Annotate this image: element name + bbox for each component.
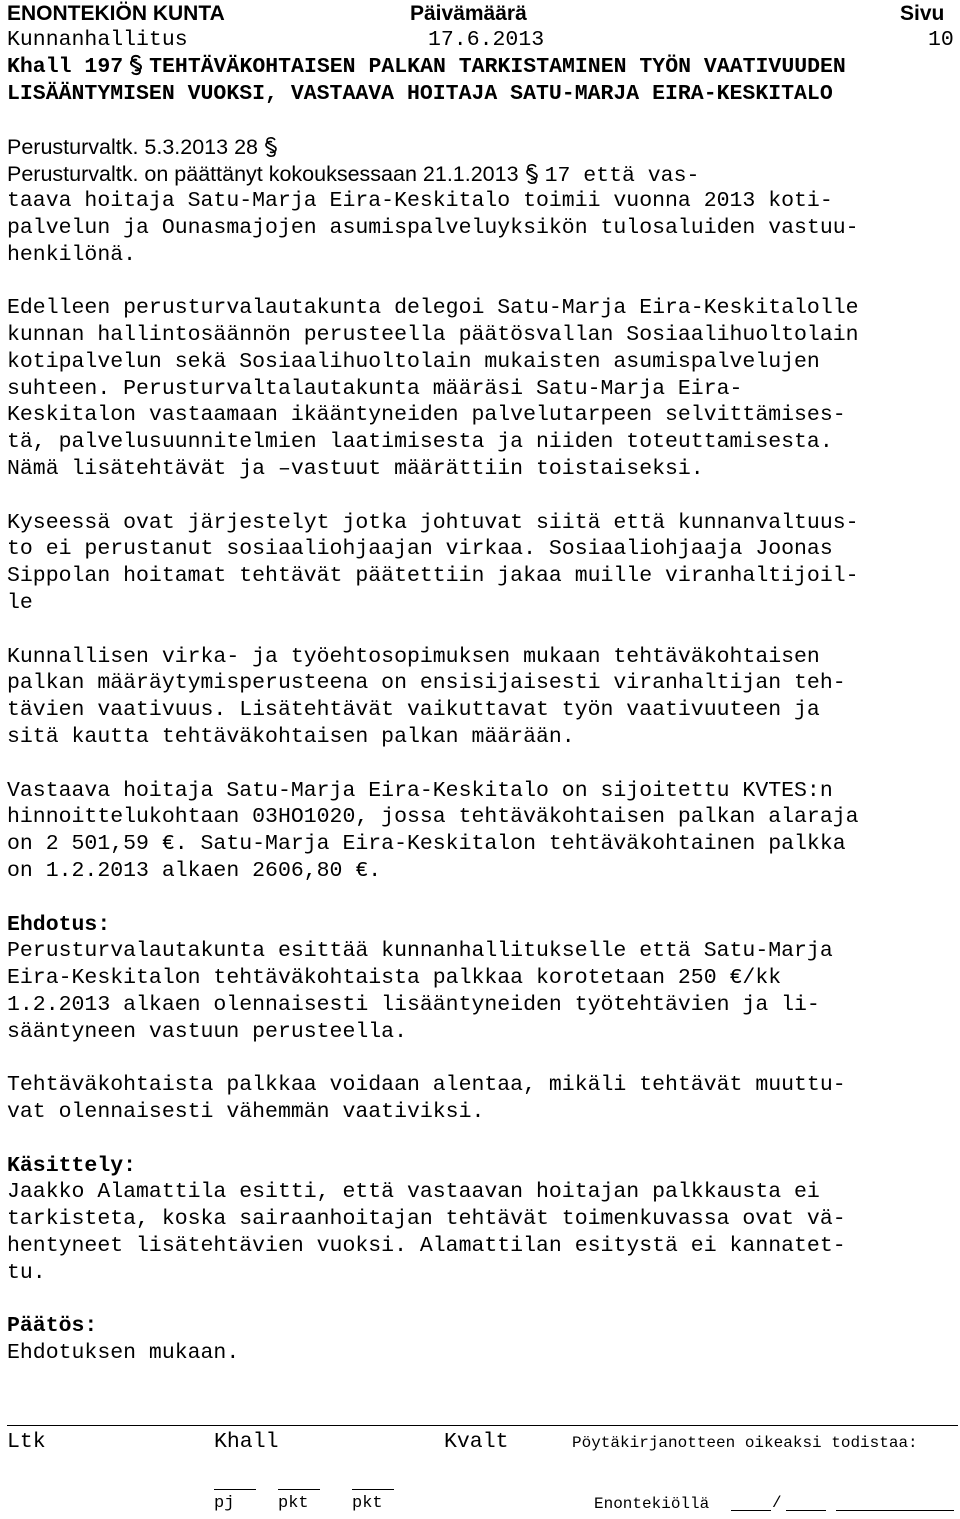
decision-section bbox=[7, 1313, 953, 1367]
reference-block bbox=[7, 134, 953, 268]
footer-pkt-1: pkt bbox=[278, 1494, 309, 1513]
handling-line: Jaakko Alamattila esitti, että vastaavan hoitajan palkkausta ei bbox=[7, 1180, 820, 1205]
paragraph-line: Sippolan hoitamat tehtävät päätettiin jakaa muille viranhaltijoil- bbox=[7, 564, 859, 589]
paragraph-delegation bbox=[7, 295, 953, 483]
signature-blank-pkt1 bbox=[278, 1477, 320, 1490]
paragraph-line: Vastaava hoitaja Satu-Marja Eira-Keskitalo on sijoitettu KVTES:n bbox=[7, 778, 833, 803]
paragraph-line: to ei perustanut sosiaaliohjaajan virkaa. Sosiaaliohjaaja Joonas bbox=[7, 537, 833, 562]
item-title-line-2: LISÄÄNTYMISEN VUOKSI, VASTAAVA HOITAJA SATU-MARJA EIRA-KESKITALO bbox=[7, 81, 833, 106]
footer-ltk: Ltk bbox=[7, 1430, 46, 1454]
header-row-1 bbox=[7, 0, 953, 27]
handling-heading: Käsittely: bbox=[7, 1153, 137, 1178]
section-sign-icon bbox=[127, 54, 145, 76]
reference-line-1: Perusturvaltk. 5.3.2013 28 bbox=[7, 134, 953, 161]
paragraph-line: suhteen. Perusturvaltalautakunta määräsi Satu-Marja Eira- bbox=[7, 376, 743, 401]
proposal-line: sääntyneen vastuun perusteella. bbox=[7, 1019, 407, 1044]
paragraph-collective-agreement bbox=[7, 644, 953, 751]
section-sign-icon bbox=[523, 163, 541, 185]
handling-line: tu. bbox=[7, 1260, 46, 1285]
date-blank-day bbox=[731, 1496, 771, 1511]
board-name: Kunnanhallitus bbox=[7, 28, 188, 52]
handling-line: hentyneet lisätehtävien vuoksi. Alamattilan esitystä ei kannatet- bbox=[7, 1234, 846, 1259]
reference-line-2: Perusturvaltk. on päättänyt kokouksessaan 21.1.2013 17 että vas- bbox=[7, 162, 700, 189]
proposal-line: Eira-Keskitalon tehtäväkohtaista palkkaa korotetaan 250 €/kk bbox=[7, 966, 782, 991]
footer-date-slash: / bbox=[772, 1494, 782, 1512]
paragraph-line: Keskitalon vastaamaan ikääntyneiden palvelutarpeen selvittämises- bbox=[7, 403, 846, 428]
meeting-date: 17.6.2013 bbox=[428, 28, 545, 52]
decision-heading: Päätös: bbox=[7, 1314, 98, 1339]
date-label: Päivämäärä bbox=[410, 2, 527, 25]
paragraph-line: Nämä lisätehtävät ja –vastuut määrättiin toistaiseksi. bbox=[7, 456, 704, 481]
handling-section bbox=[7, 1153, 953, 1287]
paragraph-line: kotipalvelun sekä Sosiaalihuoltolain mukaisten asumispalvelujen bbox=[7, 349, 820, 374]
proposal-section bbox=[7, 912, 953, 1046]
signature-blank-certifier bbox=[836, 1496, 954, 1511]
footer-kvalt: Kvalt bbox=[444, 1430, 509, 1454]
decision-text: Ehdotuksen mukaan. bbox=[7, 1341, 240, 1366]
footer-pkt-2: pkt bbox=[352, 1494, 383, 1513]
reference-line-5: henkilönä. bbox=[7, 242, 137, 267]
proposal-heading: Ehdotus: bbox=[7, 912, 111, 937]
footer-divider bbox=[7, 1425, 958, 1426]
municipality-name: ENONTEKIÖN KUNTA bbox=[7, 2, 225, 25]
item-title-line-1: Khall 197 TEHTÄVÄKOHTAISEN PALKAN TARKISTAMINEN TYÖN VAATIVUUDEN bbox=[7, 55, 846, 79]
paragraph-line: le bbox=[7, 590, 33, 615]
footer-certify-label: Pöytäkirjanotteen oikeaksi todistaa: bbox=[572, 1434, 918, 1452]
paragraph-salary bbox=[7, 778, 953, 885]
proposal-note bbox=[7, 1072, 953, 1126]
note-line: vat olennaisesti vähemmän vaativiksi. bbox=[7, 1100, 485, 1125]
note-line: Tehtäväkohtaista palkkaa voidaan alentaa, mikäli tehtävät muuttu- bbox=[7, 1073, 846, 1098]
paragraph-line: on 1.2.2013 alkaen 2606,80 €. bbox=[7, 858, 382, 883]
paragraph-arrangements bbox=[7, 510, 953, 617]
footer-khall: Khall bbox=[214, 1430, 279, 1454]
handling-line: tarkisteta, koska sairaanhoitajan tehtävät toimenkuvassa ovat vä- bbox=[7, 1207, 846, 1232]
paragraph-line: Edelleen perusturvalautakunta delegoi Satu-Marja Eira-Keskitalolle bbox=[7, 296, 859, 321]
signature-blank-pj bbox=[214, 1477, 256, 1490]
footer-pj: pj bbox=[214, 1494, 235, 1513]
paragraph-line: tä, palvelusuunnitelmien laatimisesta ja niiden toteuttamisesta. bbox=[7, 430, 833, 455]
date-blank-month bbox=[786, 1496, 826, 1511]
document-page bbox=[7, 0, 953, 1367]
signature-blank-pkt2 bbox=[352, 1477, 394, 1490]
paragraph-line: sitä kautta tehtäväkohtaisen palkan määrään. bbox=[7, 724, 575, 749]
paragraph-line: on 2 501,59 €. Satu-Marja Eira-Keskitalon tehtäväkohtainen palkka bbox=[7, 832, 846, 857]
reference-line-3: taava hoitaja Satu-Marja Eira-Keskitalo toimii vuonna 2013 koti- bbox=[7, 188, 833, 213]
header-row-2 bbox=[7, 27, 953, 54]
section-sign-icon bbox=[262, 136, 280, 158]
paragraph-line: tävien vaativuus. Lisätehtävät vaikuttavat työn vaativuuteen ja bbox=[7, 698, 820, 723]
paragraph-line: kunnan hallintosäännön perusteella päätösvallan Sosiaalihuoltolain bbox=[7, 322, 859, 347]
page-label: Sivu bbox=[900, 2, 945, 25]
paragraph-line: Kyseessä ovat järjestelyt jotka johtuvat siitä että kunnanvaltuus- bbox=[7, 510, 859, 535]
proposal-line: Perusturvalautakunta esittää kunnanhallitukselle että Satu-Marja bbox=[7, 939, 833, 964]
footer-place: Enontekiöllä bbox=[594, 1495, 710, 1513]
paragraph-line: Kunnallisen virka- ja työehtosopimuksen mukaan tehtäväkohtaisen bbox=[7, 644, 820, 669]
reference-line-4: palvelun ja Ounasmajojen asumispalveluyksikön tulosaluiden vastuu- bbox=[7, 215, 859, 240]
page-number: 10 bbox=[928, 28, 954, 52]
proposal-line: 1.2.2013 alkaen olennaisesti lisääntyneiden työtehtävien ja li- bbox=[7, 992, 820, 1017]
paragraph-line: hinnoittelukohtaan 03HO1020, jossa tehtäväkohtaisen palkan alaraja bbox=[7, 805, 859, 830]
paragraph-line: palkan määräytymisperusteena on ensisijaisesti viranhaltijan teh- bbox=[7, 671, 846, 696]
